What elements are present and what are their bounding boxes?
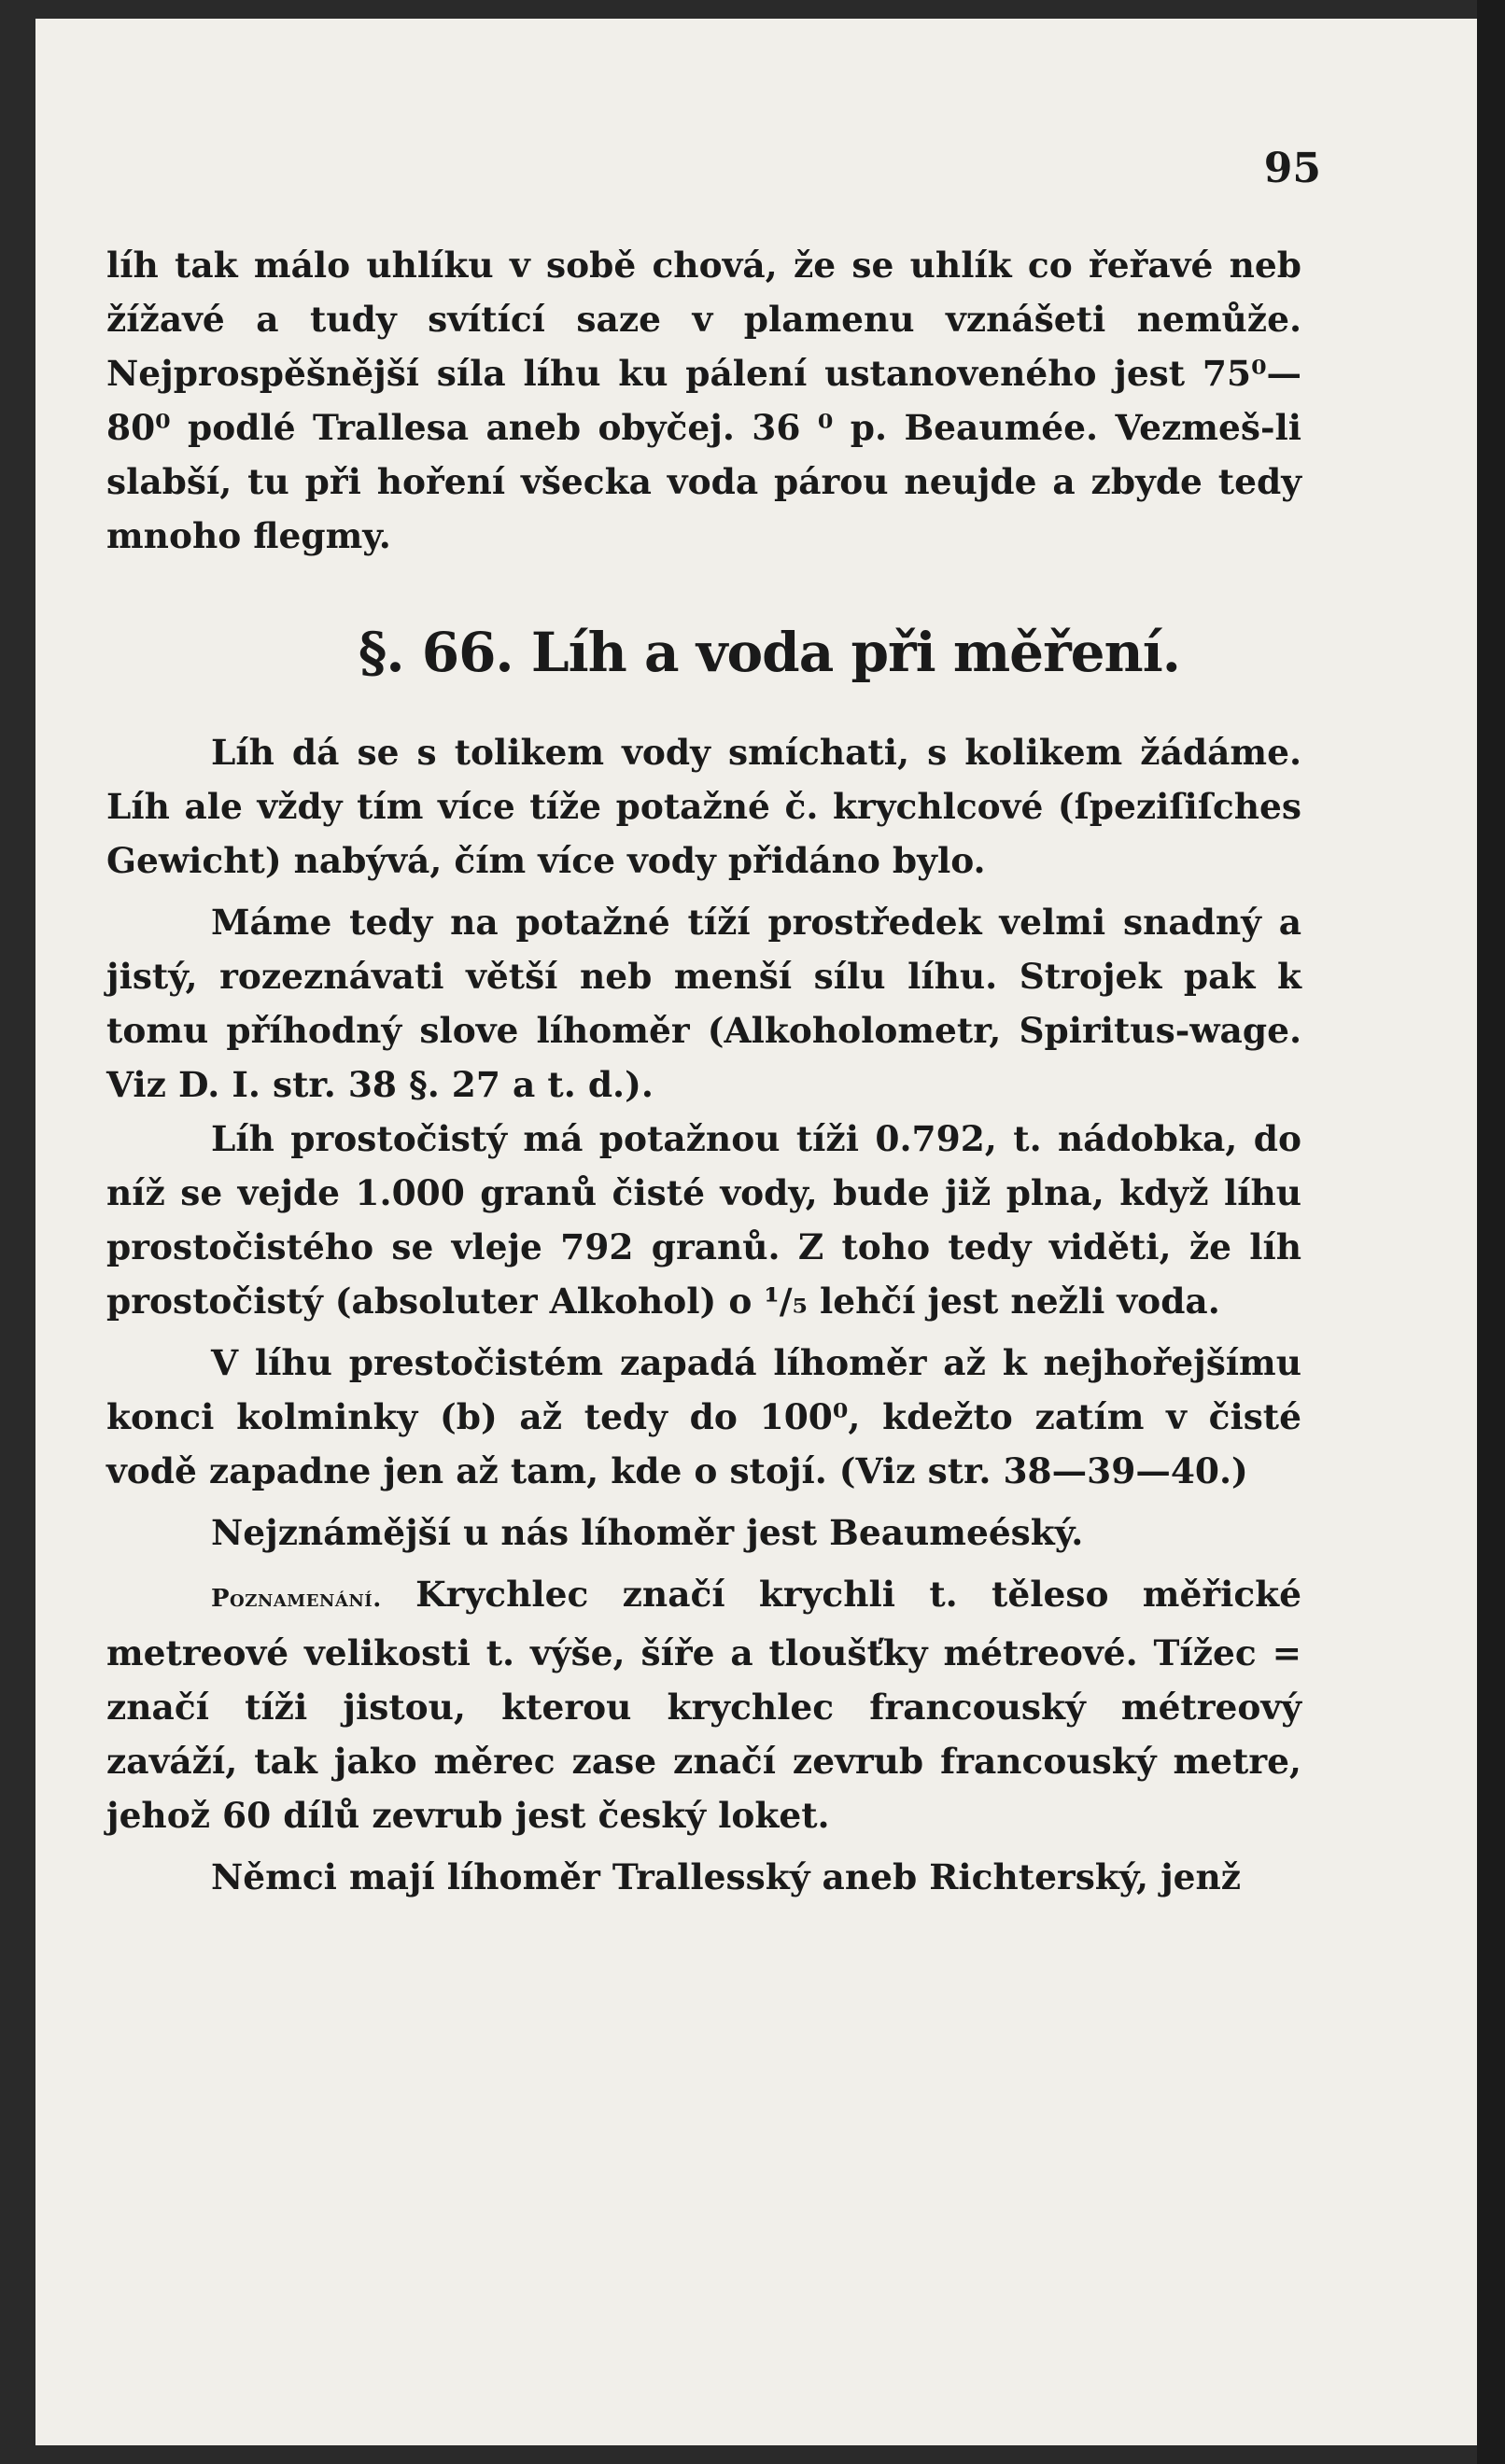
section-heading: §. 66. Líh a voda při měření.	[359, 621, 1180, 684]
paragraph-7: Němci mají líhoměr Trallesský aneb Richterský, jenž	[211, 1856, 1242, 1897]
paragraph-4: Líh prostočistý má potažnou tíži 0.792, t. nádobka, do níž se vejde 1.000 granů čisté vody, bude již plna, když líhu prostočistého se vleje 792 granů. Z toho tedy viděti, že líh prostočistý (absoluter Alkohol) o ¹/₅ lehčí jest nežli voda.	[106, 1118, 1301, 1322]
page-number: 95	[1263, 145, 1321, 192]
paragraph-3: Máme tedy na potažné tíží prostředek velmi snadný a jistý, rozeznávati větší neb menší sílu líhu. Strojek pak k tomu příhodný slove líhoměr (Alkoholometr, Spiritus-wage. Viz D. I. str. 38 §. 27 a t. d.).	[106, 902, 1301, 1105]
page-text	[106, 238, 1301, 1904]
paragraph-2: Líh dá se s tolikem vody smíchati, s kolikem žádáme. Líh ale vždy tím více tíže potažné č. krychlcové (ſpeziſiſches Gewicht) nabývá, čím více vody přidáno bylo.	[106, 732, 1301, 881]
note-label: Poznamenání.	[211, 1585, 382, 1613]
paragraph-5: V líhu prestočistém zapadá líhoměr až k nejhořejšímu konci kolminky (b) až tedy do 100⁰, kdežto zatím v čisté vodě zapadne jen až tam, kde o stojí. (Viz str. 38—39—40.)	[106, 1342, 1301, 1491]
paragraph-1: líh tak málo uhlíku v sobě chová, že se uhlík co řeřavé neb žížavé a tudy svítící saze v plamenu vznášeti nemůže. Nejprospěšnější síla líhu ku pálení ustanoveného jest 75⁰—80⁰ podlé Trallesa aneb obyčej. 36 ⁰ p. Beaumée. Vezmeš-li slabší, tu při hoření všecka voda párou neujde a zbyde tedy mnoho flegmy.	[106, 245, 1301, 556]
note-text: Krychlec značí krychli t. těleso měřické metreové velikosti t. výše, šíře a tloušťky métreové. Tížec = značí tíži jistou, kterou krychlec francouský métreový zaváží, tak jako měrec zase značí zevrub francouský metre, jehož 60 dílů zevrub jest český loket.	[106, 1574, 1301, 1836]
note-paragraph	[106, 1567, 1301, 1842]
paragraph-6: Nejznámější u nás líhoměr jest Beaumeéský.	[211, 1512, 1084, 1553]
scan-border	[1477, 0, 1505, 2464]
